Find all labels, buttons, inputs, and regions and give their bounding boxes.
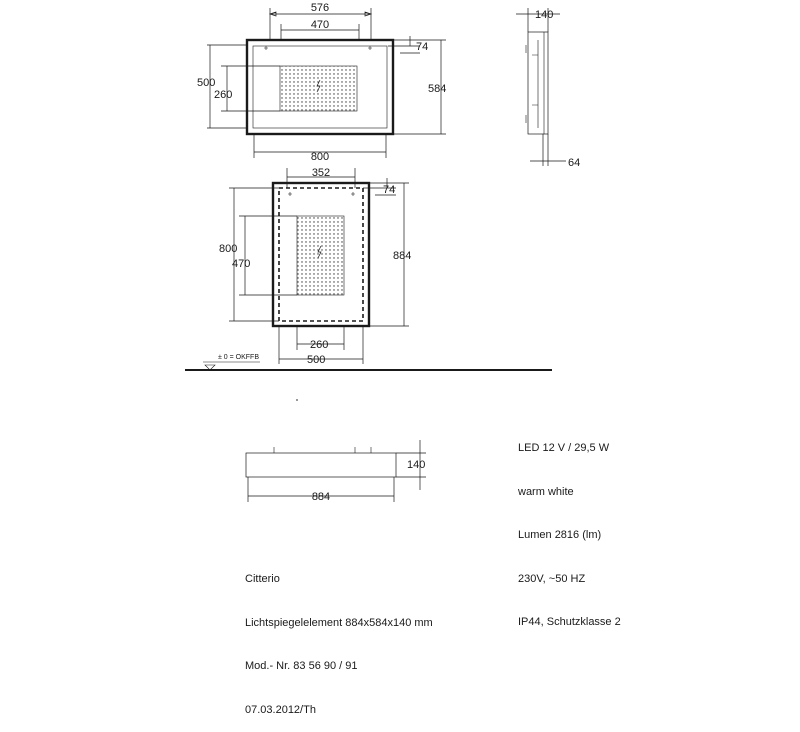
spec-block: [518, 412, 621, 644]
model-number: Mod.- Nr. 83 56 90 / 91: [245, 660, 358, 672]
dim-260-left: 260: [214, 89, 233, 101]
floor-label: ± 0 = OKFFB: [218, 354, 259, 361]
top-view: [197, 2, 446, 163]
dim-74-front: 74: [383, 184, 396, 196]
dim-576: 576: [310, 2, 330, 14]
plan-view: [246, 440, 426, 503]
dim-64-side: 64: [568, 157, 581, 169]
product-description: Lichtspiegelelement 884x584x140 mm: [245, 616, 433, 629]
dim-884-plan: 884: [311, 491, 331, 503]
title-block: [245, 543, 433, 732]
dim-800-bottom: 800: [310, 151, 330, 163]
dim-74-top: 74: [416, 41, 429, 53]
mount-marks: [264, 46, 372, 50]
dim-140-plan: 140: [407, 459, 426, 471]
dim-500-bottom: 500: [307, 354, 326, 366]
front-view: [219, 167, 411, 366]
spec-line: warm white: [518, 485, 574, 498]
dim-140-side: 140: [535, 9, 554, 21]
spec-line: IP44, Schutzklasse 2: [518, 616, 621, 628]
dim-470: 470: [310, 19, 330, 31]
dim-500-left: 500: [197, 77, 216, 89]
product-name: Citterio: [245, 573, 280, 585]
drawing-date: 07.03.2012/Th: [245, 703, 316, 716]
spec-line: 230V, ~50 HZ: [518, 572, 586, 585]
front-led-panel: [297, 216, 344, 295]
dim-884-right: 884: [393, 250, 412, 262]
dim-800-left: 800: [219, 243, 238, 255]
floor-reference: [185, 354, 552, 370]
side-view: [516, 8, 580, 169]
dim-260-bottom: 260: [310, 339, 329, 351]
plan-profile: [246, 453, 396, 477]
dim-584-right: 584: [428, 83, 447, 95]
spec-line: Lumen 2816 (lm): [518, 529, 602, 541]
spec-line: LED 12 V / 29,5 W: [518, 442, 610, 454]
dim-352: 352: [311, 167, 331, 179]
dim-470-left: 470: [232, 258, 251, 270]
